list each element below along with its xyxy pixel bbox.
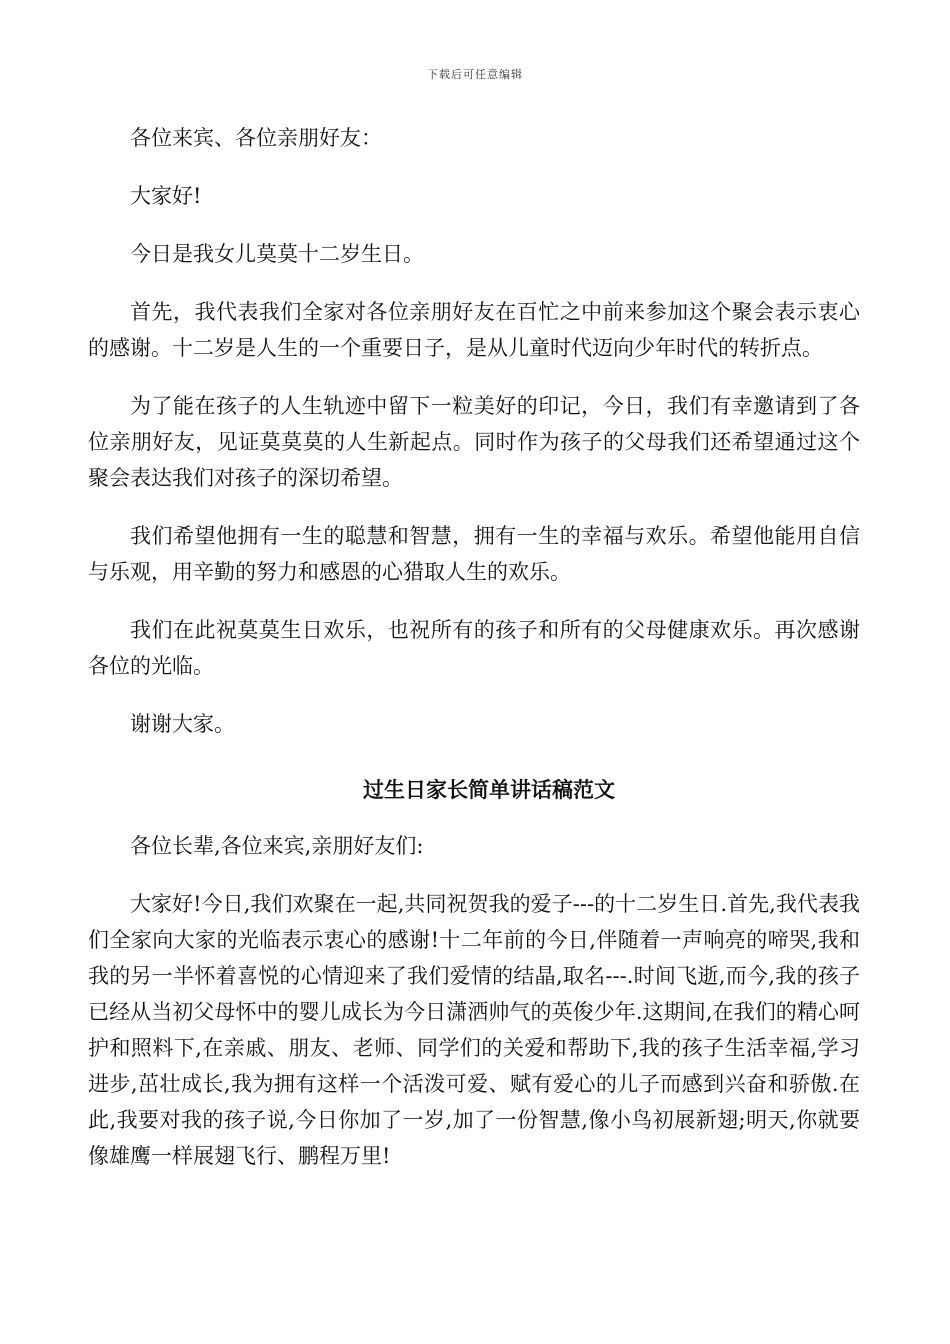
closing-paragraph: 谢谢大家。: [130, 712, 235, 736]
second-salutation-paragraph: 各位长辈,各位来宾,亲朋好友们:: [130, 834, 424, 858]
salutation-paragraph: 各位来宾、各位亲朋好友：: [130, 126, 382, 150]
section-title: 过生日家长简单讲话稿范文: [363, 778, 615, 802]
thanks-paragraph: 首先，我代表我们全家对各位亲朋好友在百忙之中前来参加这个聚会表示衷心的感谢。十二岁是人生的一个重要日子，是从儿童时代迈向少年时代的转折点。: [88, 300, 860, 360]
wishes-paragraph: 我们希望他拥有一生的聪慧和智慧，拥有一生的幸福与欢乐。希望他能用自信与乐观，用辛勤的努力和感恩的心猎取人生的欢乐。: [88, 524, 860, 584]
invitation-paragraph: 为了能在孩子的人生轨迹中留下一粒美好的印记，今日，我们有幸邀请到了各位亲朋好友，见证莫莫莫的人生新起点。同时作为孩子的父母我们还希望通过这个聚会表达我们对孩子的深切希望。: [88, 394, 860, 490]
header-note: 下载后可任意编辑: [427, 68, 523, 81]
document-body: [88, 120, 860, 1174]
blessing-paragraph: 我们在此祝莫莫生日欢乐，也祝所有的孩子和所有的父母健康欢乐。再次感谢各位的光临。: [88, 618, 860, 678]
second-speech-paragraph: 大家好!今日,我们欢聚在一起,共同祝贺我的爱子---的十二岁生日.首先,我代表我们全家向大家的光临表示衷心的感谢!十二年前的今日,伴随着一声响亮的啼哭,我和我的另一半怀着喜悦的心情迎来了我们爱情的结晶,取名---.时间飞逝,而今,我的孩子已经从当初父母怀中的婴儿成长为今日潇洒帅气的英俊少年.这期间,在我们的精心呵护和照料下,在亲戚、朋友、老师、同学们的关爱和帮助下,我的孩子生活幸福,学习进步,茁壮成长,我为拥有这样一个活泼可爱、赋有爱心的儿子而感到兴奋和骄傲.在此,我要对我的孩子说,今日你加了一岁,加了一份智慧,像小鸟初展新翅;明天,你就要像雄鹰一样展翅飞行、鹏程万里!: [88, 892, 860, 1168]
occasion-paragraph: 今日是我女儿莫莫十二岁生日。: [130, 242, 424, 266]
greeting-paragraph: 大家好!: [130, 184, 202, 208]
